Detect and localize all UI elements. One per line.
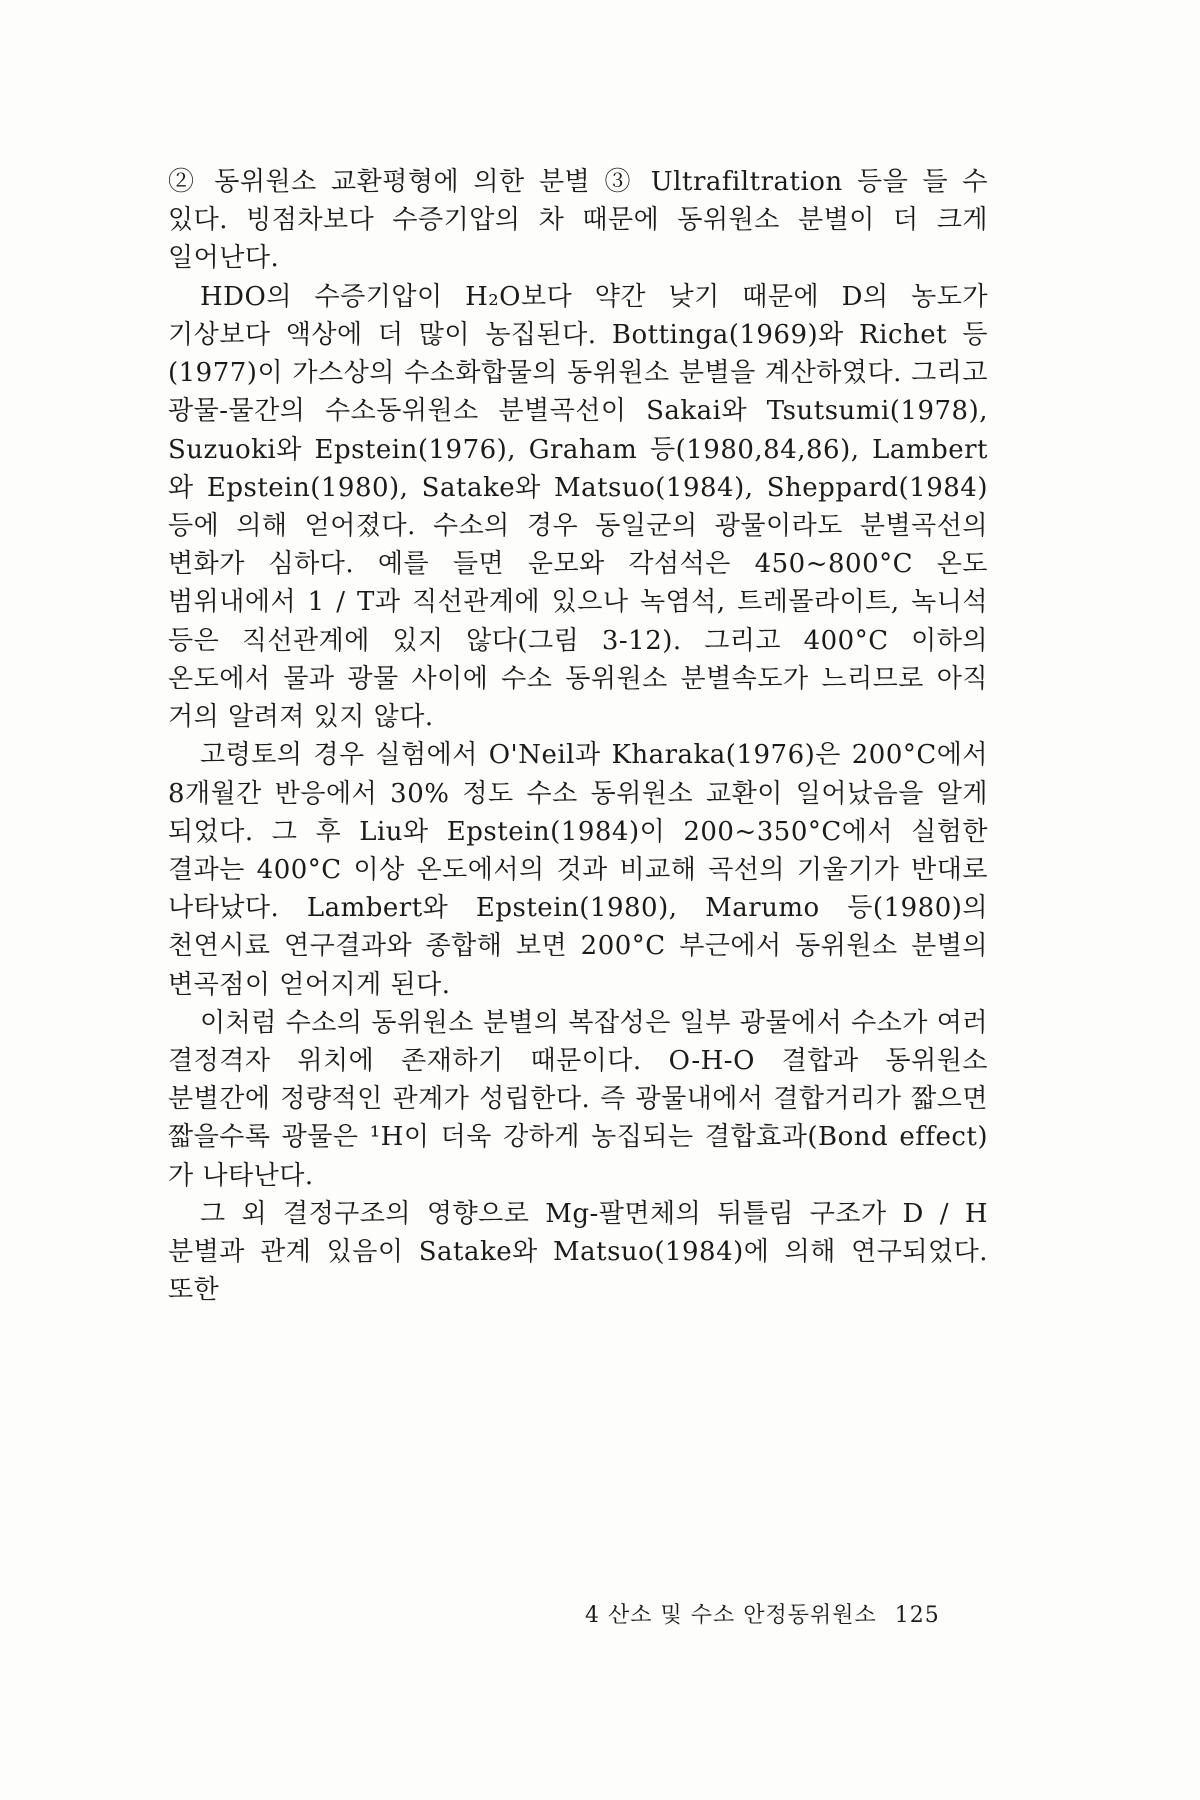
page-number: 125 bbox=[894, 1603, 940, 1628]
paragraph-kaolinite-experiment: 고령토의 경우 실험에서 O'Neil과 Kharaka(1976)은 200°C에서 8개월간 반응에서 30% 정도 수소 동위원소 교환이 일어났음을 알게 되었다. 그 후 Liu와 Epstein(1984)이 200~350°C에서 실험한 결과는 400°C 이상 온도에서의 것과 비교해 곡선의 기울기가 반대로 나타났다. Lambert와 Epstein(1980), Marumo 등(1980)의 천연시료 연구결과와 종합해 보면 200°C 부근에서 동위원소 분별의 변곡점이 얻어지게 된다. bbox=[168, 740, 988, 1000]
page-body bbox=[168, 163, 988, 1310]
paragraph-separation-methods: ② 동위원소 교환평형에 의한 분별 ③ Ultrafiltration 등을 들 수 있다. 빙점차보다 수증기압의 차 때문에 동위원소 분별이 더 크게 일어난다. bbox=[168, 167, 988, 274]
page-footer bbox=[585, 1598, 940, 1629]
running-footer-title: 4 산소 및 수소 안정동위원소 bbox=[585, 1603, 877, 1628]
paragraph-hdo-vapor-pressure: HDO의 수증기압이 H₂O보다 약간 낮기 때문에 D의 농도가 기상보다 액상에 더 많이 농집된다. Bottinga(1969)와 Richet 등(1977)이 가스상의 수소화합물의 동위원소 분별을 계산하였다. 그리고 광물-물간의 수소동위원소 분별곡선이 Sakai와 Tsutsumi(1978), Suzuoki와 Epstein(1976), Graham 등(1980,84,86), Lambert 와 Epstein(1980), Satake와 Matsuo(1984), Sheppard(1984) 등에 의해 얻어졌다. 수소의 경우 동일군의 광물이라도 분별곡선의 변화가 심하다. 예를 들면 운모와 각섬석은 450~800°C 온도 범위내에서 1 / T과 직선관계에 있으나 녹염석, 트레몰라이트, 녹니석 등은 직선관계에 있지 않다(그림 3-12). 그리고 400°C 이하의 온도에서 물과 광물 사이에 수소 동위원소 분별속도가 느리므로 아직 거의 알려져 있지 않다. bbox=[168, 281, 988, 733]
paragraph-hydrogen-complexity: 이처럼 수소의 동위원소 분별의 복잡성은 일부 광물에서 수소가 여러 결정격자 위치에 존재하기 때문이다. O-H-O 결합과 동위원소 분별간에 정량적인 관계가 성립한다. 즉 광물내에서 결합거리가 짧으면 짧을수록 광물은 ¹H이 더욱 강하게 농집되는 결합효과(Bond effect)가 나타난다. bbox=[168, 1007, 988, 1191]
paragraph-crystal-structure: 그 외 결정구조의 영향으로 Mg-팔면체의 뒤틀림 구조가 D / H 분별과 관계 있음이 Satake와 Matsuo(1984)에 의해 연구되었다. 또한 bbox=[168, 1198, 988, 1306]
